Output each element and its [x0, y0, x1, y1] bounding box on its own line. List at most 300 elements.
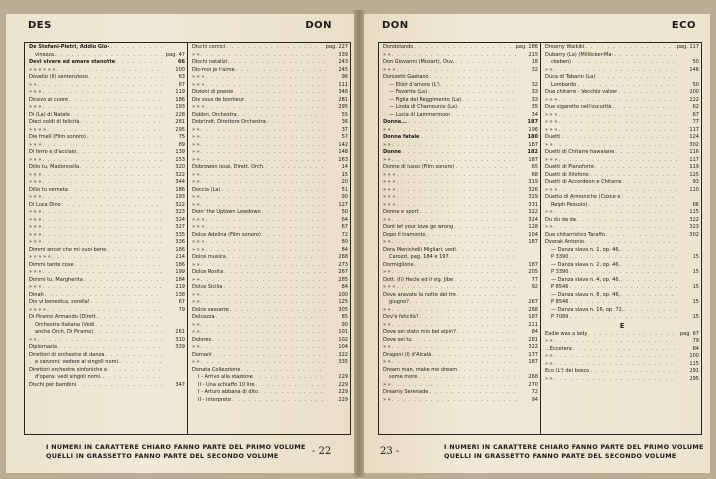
index-entry [379, 277, 540, 285]
dot-leader [419, 314, 516, 322]
entry-title: — Linda di Chamounix (La) [389, 104, 458, 110]
dot-leader [553, 224, 677, 232]
dot-leader [453, 277, 516, 285]
entry-page: 196 [528, 126, 538, 133]
index-entry [25, 337, 187, 345]
entry-page: 180 [527, 134, 538, 140]
dot-leader [395, 284, 516, 292]
entry-title: Di Piramo Armando (Dirett. [29, 314, 98, 320]
index-entry [541, 74, 701, 82]
index-entry [188, 97, 350, 105]
dot-leader [222, 284, 326, 292]
entry-title: d'opera: vedi singoli nomi. [35, 374, 102, 380]
dot-leader [457, 367, 516, 375]
dot-leader [41, 179, 163, 187]
entry-page: 329 [528, 194, 538, 200]
dot-leader [617, 89, 677, 97]
entry-page: 323 [689, 224, 699, 230]
entry-title: » » » [29, 231, 42, 238]
entry-page: 79 [178, 306, 185, 313]
index-entry [379, 239, 540, 247]
entry-page: 187 [528, 359, 538, 365]
entry-title: Direttori di orchestre di danza [29, 351, 105, 358]
entry-title: I - Arturo abbana di dito [198, 389, 259, 395]
entry-title: » » » [192, 216, 205, 223]
index-entry [379, 119, 540, 127]
entry-title: Duetti [545, 134, 561, 140]
entry-title: » » [192, 261, 200, 268]
index-entry [541, 82, 701, 90]
index-entry [25, 269, 187, 277]
index-entry [379, 89, 540, 97]
entry-title: » » » [29, 171, 42, 178]
entry-page: 14 [341, 164, 348, 170]
index-entry [541, 224, 701, 232]
dot-leader [211, 337, 326, 345]
index-entry [541, 368, 701, 376]
entry-title: Duetti di Xilofono [545, 171, 589, 178]
entry-title: Dobrowen Issai, Dirett. Orch. [192, 164, 265, 170]
index-entry [541, 331, 701, 339]
index-entry [541, 119, 701, 127]
dot-leader [621, 179, 677, 187]
dot-leader [457, 104, 516, 112]
index-entry [25, 172, 187, 180]
entry-page: 72 [341, 231, 348, 238]
dot-leader [553, 142, 677, 150]
left-running-head-end: DON [305, 20, 332, 31]
index-entry [541, 59, 701, 67]
entry-page: 50 [341, 209, 348, 215]
entry-title: » » » [383, 171, 396, 178]
dot-leader [74, 262, 163, 270]
entry-page: 80 [341, 239, 348, 245]
entry-title: P 7089 [551, 314, 569, 320]
dot-leader [414, 262, 516, 270]
index-entry [188, 374, 350, 382]
entry-title: Dolce Rosita [192, 269, 224, 275]
index-entry [25, 382, 187, 390]
dot-leader [215, 314, 326, 322]
dot-leader [568, 314, 677, 322]
index-entry [541, 104, 701, 112]
dot-leader [61, 202, 163, 210]
dot-leader [200, 277, 326, 285]
entry-page: 295 [338, 104, 348, 110]
dot-leader [395, 194, 516, 202]
dot-leader [233, 89, 326, 97]
entry-page: 336 [175, 239, 185, 245]
entry-page: 124 [689, 134, 699, 140]
entry-title: » » » » [29, 126, 47, 133]
index-entry [379, 359, 540, 367]
entry-page: 116 [689, 149, 699, 155]
index-entry [188, 112, 350, 120]
index-entry [188, 67, 350, 75]
entry-title: Dischi natalizi [192, 59, 228, 65]
entry-title: Relph Pessolo) [551, 201, 588, 208]
entry-page: 268 [528, 374, 538, 380]
entry-title: Carozzi, pag. 184 e 197. [389, 254, 451, 260]
index-entry [188, 149, 350, 157]
index-entry [379, 397, 540, 405]
entry-title: Don Giovanni (Mozart), Ouv. [383, 59, 455, 65]
index-entry [541, 292, 701, 300]
entry-title: » » » [192, 224, 205, 230]
entry-title: » » » [545, 186, 558, 193]
index-entry [188, 179, 350, 187]
index-entry [541, 346, 701, 354]
dot-leader [584, 239, 677, 247]
index-entry [25, 67, 187, 75]
entry-title: » » [192, 194, 200, 200]
dot-leader [258, 389, 326, 397]
dot-leader [395, 202, 516, 210]
dot-leader [391, 217, 516, 225]
entry-title: Doin' the Uptown Lowdown [192, 209, 261, 215]
index-entry [541, 134, 701, 142]
index-entry [541, 52, 701, 60]
index-entry [379, 67, 540, 75]
entry-title: » » [192, 321, 200, 328]
index-entry [379, 262, 540, 270]
entry-title: — Figlia del Reggimento (La) [389, 96, 462, 103]
entry-page: 100 [175, 66, 185, 73]
index-entry [188, 344, 350, 352]
index-entry [541, 89, 701, 97]
index-entry [188, 82, 350, 90]
entry-title: Dicevo al cuore [29, 96, 68, 103]
index-entry [541, 217, 701, 225]
dot-leader [41, 239, 163, 247]
entry-title: Di ferro e d'acciaio [29, 149, 77, 155]
dot-leader [407, 119, 516, 127]
entry-title: » » [192, 141, 200, 148]
entry-page: 291 [689, 368, 699, 374]
entry-title: » » » [383, 66, 396, 73]
index-entry [379, 104, 540, 112]
entry-title: Doccia (La) [192, 186, 221, 193]
entry-page: 339 [175, 344, 185, 350]
dot-leader [413, 44, 515, 52]
index-entry [541, 239, 701, 247]
index-entry [25, 104, 187, 112]
entry-page: 243 [338, 59, 348, 65]
entry-page: 68 [531, 171, 538, 178]
entry-page: 90 [341, 194, 348, 200]
entry-page: 33 [531, 89, 538, 95]
dot-leader [68, 97, 163, 105]
entry-page: 84 [341, 284, 348, 290]
entry-title: — Favorita (La) [389, 89, 428, 95]
dot-leader [391, 397, 516, 405]
entry-page: 100 [338, 291, 348, 298]
index-entry [379, 157, 540, 165]
dot-leader [200, 292, 326, 300]
entry-title: Du du da da [545, 216, 576, 223]
index-entry [25, 284, 187, 292]
entry-page: 110 [689, 186, 699, 193]
entry-page: 15 [692, 299, 699, 305]
dot-leader [41, 172, 163, 180]
dot-leader [227, 59, 326, 67]
dot-leader [41, 157, 163, 165]
entry-page: 187 [528, 156, 538, 163]
entry-page: 90 [341, 321, 348, 328]
dot-leader [568, 269, 677, 277]
index-entry [379, 59, 540, 67]
dot-leader [620, 277, 677, 285]
entry-title: » » [545, 375, 553, 382]
dot-leader [611, 104, 677, 112]
index-entry [25, 262, 187, 270]
right-column-1 [379, 43, 540, 434]
entry-page: 229 [338, 374, 348, 380]
dot-leader [589, 172, 677, 180]
dot-leader [41, 224, 163, 232]
entry-title: » » [192, 329, 200, 335]
entry-title: » » [192, 126, 200, 133]
entry-title: » » [383, 306, 391, 313]
dot-leader [620, 262, 677, 270]
entry-title: Dix sous de bonheur [192, 96, 244, 103]
dot-leader [226, 254, 326, 262]
index-entry [379, 202, 540, 210]
entry-page: 119 [175, 89, 185, 95]
entry-page: 119 [689, 164, 699, 170]
index-entry [379, 269, 540, 277]
dot-leader [200, 142, 326, 150]
entry-title: Dimmi tu, Margherita [29, 276, 83, 283]
entry-page: 222 [689, 96, 699, 103]
dot-leader [391, 344, 516, 352]
dot-leader [595, 74, 677, 82]
index-entry [25, 292, 187, 300]
index-entry [379, 374, 540, 382]
entry-title: » » [383, 321, 391, 328]
entry-page: 219 [175, 284, 185, 290]
entry-title: » » [192, 359, 200, 365]
dot-leader [76, 149, 163, 157]
dot-leader [391, 382, 516, 390]
entry-page: 214 [175, 254, 185, 260]
index-entry [379, 82, 540, 90]
entry-page: pag. 227 [325, 44, 348, 50]
entry-page: 273 [338, 261, 348, 268]
dot-leader [571, 59, 677, 67]
dot-leader [391, 239, 516, 247]
entry-title: giugno? [389, 299, 409, 305]
dot-leader [620, 247, 677, 255]
index-entry [379, 307, 540, 315]
dot-leader [391, 307, 516, 315]
index-entry [188, 44, 350, 52]
entry-page: 64 [341, 216, 348, 223]
entry-title: » » » [192, 104, 205, 110]
entry-title: » » [383, 141, 391, 148]
right-footer-note [444, 443, 704, 461]
entry-page: 184 [175, 276, 185, 283]
index-entry [541, 44, 701, 52]
entry-page: 84 [531, 329, 538, 335]
dot-leader [104, 352, 163, 360]
entry-page: 62 [692, 104, 699, 110]
dot-leader [46, 127, 163, 135]
dot-leader [240, 367, 326, 375]
entry-title: » » [192, 149, 200, 155]
dot-leader [419, 134, 516, 142]
entry-title: Dobbri, Orchestra [192, 111, 237, 118]
entry-title: » » [192, 156, 200, 163]
entry-page: 268 [528, 306, 538, 313]
index-entry [25, 59, 187, 67]
entry-page: 72 [531, 389, 538, 395]
entry-page: 146 [689, 66, 699, 73]
dot-leader [431, 352, 516, 360]
entry-title: » » » [383, 186, 396, 193]
index-entry [188, 382, 350, 390]
dot-leader [605, 232, 677, 240]
entry-title: — Danza slava n. 16, op. 72, [551, 306, 624, 313]
entry-page: 305 [338, 306, 348, 313]
index-entry [25, 149, 187, 157]
entry-title: Dondolando [383, 44, 414, 50]
entry-page: 285 [338, 276, 348, 283]
entry-page: 200 [689, 89, 699, 95]
dot-leader [200, 299, 326, 307]
dot-leader [453, 224, 516, 232]
entry-page: 281 [175, 119, 185, 125]
dot-leader [553, 338, 677, 346]
entry-title: — Danza slava n. 2, op. 46, [551, 261, 621, 268]
footer-line-1: I NUMERI IN CARATTERE CHIARO FANNO PARTE DEL PRIMO VOLUME [46, 443, 306, 451]
entry-title: Dream man, make me dream [383, 366, 458, 373]
dot-leader [261, 209, 326, 217]
entry-title: vinezza [35, 51, 55, 58]
index-entry [25, 254, 187, 262]
entry-title: Dischi comici [192, 44, 226, 50]
dot-leader [244, 97, 326, 105]
index-entry [379, 164, 540, 172]
dot-leader [568, 299, 677, 307]
index-entry [188, 367, 350, 375]
dot-leader [115, 59, 163, 67]
entry-title: Dopo il tramonto [383, 231, 426, 238]
entry-page: 84 [692, 345, 699, 352]
entry-title: Dvorak Antonio [545, 239, 584, 245]
dot-leader [409, 299, 516, 307]
entry-title: » » » [192, 81, 205, 88]
entry-title: Donna fatale [383, 134, 420, 140]
entry-title: Dobrindt, Direttore Orchestra [192, 119, 266, 125]
entry-page: 186 [175, 246, 185, 253]
dot-leader [391, 157, 516, 165]
index-entry [188, 172, 350, 180]
index-entry [188, 314, 350, 322]
dot-leader [106, 247, 163, 255]
entry-title: Donne e sport [383, 209, 419, 215]
entry-title: Dolce musica [192, 254, 226, 260]
entry-title: » » » [383, 201, 396, 208]
entry-title: » » » [383, 194, 396, 200]
index-entry [25, 224, 187, 232]
index-entry [379, 352, 540, 360]
index-entry [379, 97, 540, 105]
dot-leader [557, 157, 677, 165]
left-page [6, 14, 354, 473]
dot-leader [427, 89, 516, 97]
entry-page: 125 [338, 299, 348, 305]
entry-title: » » [383, 239, 391, 245]
index-entry [25, 179, 187, 187]
index-entry [25, 44, 187, 52]
dot-leader [417, 374, 516, 382]
index-entry [25, 217, 187, 225]
right-running-head-start: DON [382, 20, 409, 31]
index-entry [541, 187, 701, 195]
index-entry [188, 52, 350, 60]
entry-title: Dio vi benedica, sorella! [29, 299, 90, 305]
entry-page: 138 [175, 291, 185, 298]
right-page [364, 14, 710, 473]
entry-title: Dreamy Waikiki [545, 44, 585, 50]
entry-page: 93 [692, 179, 699, 185]
entry-page: 186 [175, 261, 185, 268]
dot-leader [41, 284, 163, 292]
dot-leader [553, 361, 677, 369]
entry-page: 127 [338, 201, 348, 208]
entry-page: 128 [528, 224, 538, 230]
dot-leader [204, 247, 326, 255]
entry-title: Dolce Adelina (Film sonoro) [192, 231, 261, 238]
index-entry [379, 284, 540, 292]
index-entry [541, 247, 701, 255]
entry-title: Donata Collezzione [192, 366, 241, 373]
entry-title: Donne di lusso (Film sonoro) [383, 164, 455, 170]
entry-page: 115 [689, 360, 699, 367]
entry-title: Donizetti Gaetano [383, 74, 429, 80]
index-entry [188, 74, 350, 82]
dot-leader [454, 164, 516, 172]
entry-page: 270 [528, 381, 538, 388]
dot-leader [41, 217, 163, 225]
dot-leader [253, 374, 326, 382]
index-entry [541, 284, 701, 292]
entry-title: Dizioni di poesie [192, 89, 234, 95]
entry-page: 229 [338, 389, 348, 395]
dot-leader [553, 209, 677, 217]
index-entry [541, 202, 701, 210]
section-letter [541, 322, 701, 331]
dot-leader [57, 344, 163, 352]
entry-page: 34 [531, 111, 538, 118]
entry-title: — Danza slava n. 1, op. 46, [551, 246, 621, 253]
entry-page: 268 [338, 254, 348, 260]
index-entry [379, 217, 540, 225]
index-entry [379, 44, 540, 52]
dot-leader [37, 337, 163, 345]
entry-page: 67 [341, 224, 348, 230]
entry-title: Diplomazia [29, 344, 58, 350]
index-entry [188, 209, 350, 217]
entry-page: 177 [528, 351, 538, 358]
index-entry [541, 299, 701, 307]
index-entry [379, 52, 540, 60]
entry-page: 331 [528, 201, 538, 208]
entry-title: » » [192, 171, 200, 178]
entry-title: Dragoni (I) d'Alcalà [383, 351, 432, 358]
index-entry [188, 359, 350, 367]
